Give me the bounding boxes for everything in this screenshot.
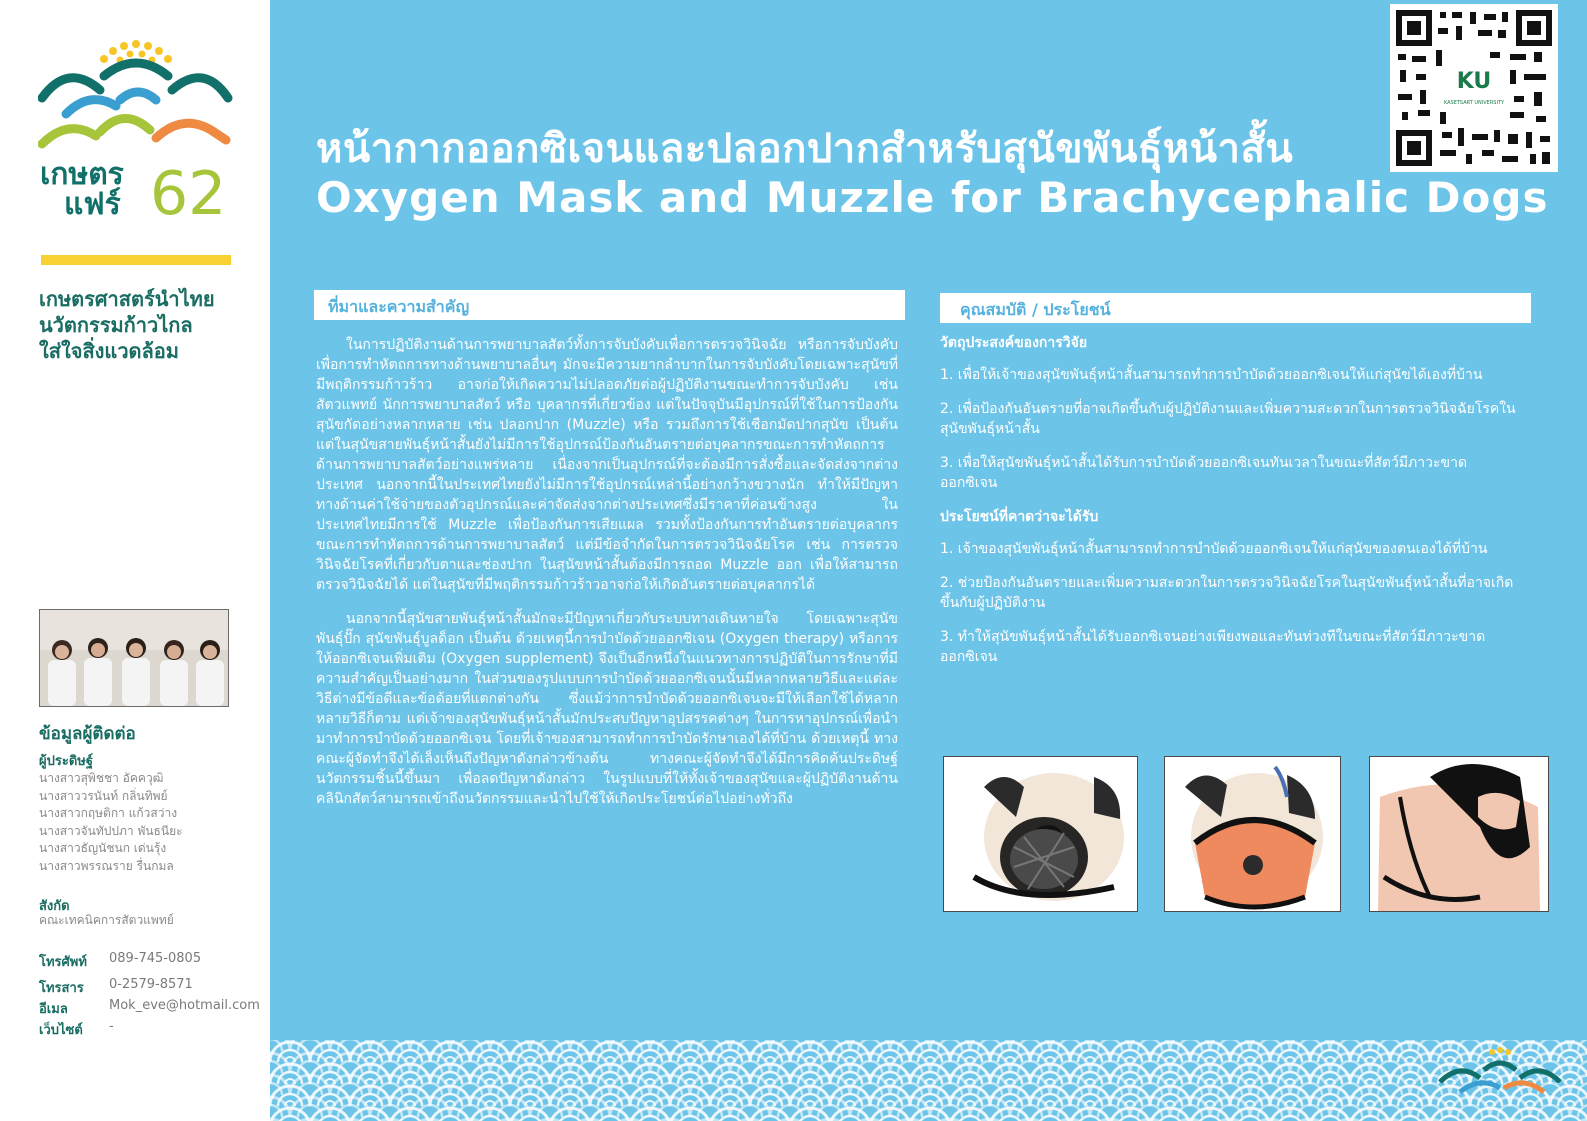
objectives-title: วัตถุประสงค์ของการวิจัย <box>940 335 1088 351</box>
svg-text:แฟร์: แฟร์ <box>64 187 121 222</box>
slogan-line: เกษตรศาสตร์นำไทย <box>39 287 215 311</box>
yellow-divider <box>41 255 231 265</box>
svg-text:62: 62 <box>150 159 227 226</box>
slogan-line: นวัตกรรมก้าวไกล <box>39 313 193 337</box>
objective-item: 1. เพื่อให้เจ้าของสุนัขพันธุ์หน้าสั้นสามารถทำการบำบัดด้วยออกซิเจนให้แก่สุนัขได้เองที่บ้าน <box>940 367 1483 383</box>
affiliation-label: สังกัด <box>39 899 70 914</box>
website-value: - <box>109 1019 114 1034</box>
inventor-name: นางสาวธัญนัชนก เด่นรุ้ง <box>39 841 167 856</box>
benefits-title: ประโยชน์ที่คาดว่าจะได้รับ <box>940 509 1099 525</box>
email-label: อีเมล <box>39 1002 68 1017</box>
oxygen-mask-photo <box>1164 756 1341 912</box>
email-value[interactable]: Mok_eve@hotmail.com <box>109 998 260 1013</box>
fax-value: 0-2579-8571 <box>109 977 193 992</box>
inventor-name: นางสาววรนันท์ กลิ่นทิพย์ <box>39 788 168 803</box>
inventor-name: นางสาวสุพิชชา อัคควุฒิ <box>39 771 164 785</box>
svg-text:KU: KU <box>1456 69 1492 94</box>
slogan <box>39 286 267 364</box>
svg-text:KASETSART UNIVERSITY: KASETSART UNIVERSITY <box>1443 100 1505 106</box>
inventors-label: ผู้ประดิษฐ์ <box>39 754 94 769</box>
main-panel <box>270 0 1587 1121</box>
background-section-heading: ที่มาและความสำคัญ <box>314 290 905 320</box>
objective-item: 3. เพื่อให้สุนัขพันธุ์หน้าสั้นได้รับการบำบัดด้วยออกซิเจนทันเวลาในขณะที่สัตว์มีภาวะขาดออกซิเจน <box>940 455 1468 491</box>
inventor-name: นางสาวพรรณราย รื่นกมล <box>39 858 174 873</box>
website-label: เว็บไซต์ <box>39 1023 83 1038</box>
inventors-list <box>39 770 183 876</box>
inventor-name: นางสาวกฤษติกา แก้วสว่าง <box>39 806 178 821</box>
qr-code-icon[interactable] <box>1390 4 1558 172</box>
slogan-line: ใส่ใจสิ่งแวดล้อม <box>39 339 179 363</box>
inventor-name: นางสาวจันทัปปภา พันธนียะ <box>39 823 183 838</box>
benefit-item: 2. ช่วยป้องกันอันตรายและเพิ่มความสะดวกในการตรวจวินิจฉัยโรคในสุนัขพันธุ์หน้าสั้นที่อาจเกิดขึ้นกับผู้ปฏิบัติงาน <box>940 575 1514 611</box>
kaset-fair-logo <box>38 36 234 226</box>
paragraph: ในการปฏิบัติงานด้านการพยาบาลสัตว์ทั้งการจับบังคับเพื่อการตรวจวินิจฉัย หรือการจับบังคับเพื่อการทำหัตถการทางด้านพยาบาลอื่นๆ มักจะมีความยากลำบากในการจับบังคับโดยเฉพาะสุนัขที่มีพฤติกรรมก้าวร้าว อาจก่อให้เกิดความไม่ปลอดภัยต่อผู้ปฏิบัติงานขณะทำการจับบังคับ เช่น สัตวแพทย์ นักการพยาบาลสัตว์ หรือ บุคลากรที่เกี่ยวข้อง แต่ในปัจจุบันมีอุปกรณ์ที่ใช้ในการป้องกันสุนัขกัดอย่างหลากหลาย เช่น ปลอกปาก (Muzzle) หรือ รวมถึงการใช้เชือกมัดปากสุนัข เป็นต้น แต่ในสุนัขสายพันธุ์หน้าสั้นยังไม่มีการใช้อุปกรณ์ป้องกันอันตรายต่อบุคลากรขณะการทำหัตถการด้านการพยาบาลสัตว์อย่างแพร่หลาย เนื่องจากเป็นอุปกรณ์ที่จะต้องมีการสั่งซื้อและจัดส่งจากต่างประเทศ นอกจากนี้ในประเทศไทยยังไม่มีการใช้อุปกรณ์เหล่านี้อย่างกว้างขวางนัก ทำให้มีปัญหาทางด้านค่าใช้จ่ายของตัวอุปกรณ์และค่าจัดส่งจากต่างประเทศซึ่งมีราคาที่ค่อนข้างสูง ในประเทศไทยมีการใช้ Muzzle เพื่อป้องกันการเสียแผล รวมทั้งป้องกันการทำอันตรายต่อบุคลากรขณะการทำหัตถการด้านการพยาบาลสัตว์ แต่มีข้อจำกัดในการตรวจวินิจฉัยโรค เช่น การตรวจวินิจฉัยโรคที่เกี่ยวกับตาและช่องปาก ในสุนัขหน้าสั้นต้องมีการถอด Muzzle ออก เพื่อให้สามารถตรวจวินิจฉัยได้ แต่ในสุนัขที่มีพฤติกรรมก้าวร้าวอาจก่อให้เกิดอันตรายต่อบุคลากรได้ <box>316 337 898 593</box>
paragraph: นอกจากนี้สุนัขสายพันธุ์หน้าสั้นมักจะมีปัญหาเกี่ยวกับระบบทางเดินหายใจ โดยเฉพาะสุนัขพันธุ์ปั๊ก สุนัขพันธุ์บูลด็อก เป็นต้น ด้วยเหตุนี้การบำบัดด้วยออกซิเจน (Oxygen therapy) หรือการให้ออกซิเจนเพิ่มเติม (Oxygen supplement) จึงเป็นอีกหนึ่งในแนวทางการปฏิบัติในการรักษาที่มีความสำคัญเป็นอย่างมาก ในส่วนของรูปแบบการบำบัดด้วยออกซิเจนนั้นมีหลากหลายวิธีและแต่ละวิธีต่างมีข้อดีและข้อด้อยที่แตกต่างกัน ซึ่งแม้ว่าการบำบัดด้วยออกซิเจนจะมีให้เลือกใช้ได้หลากหลายวิธีก็ตาม แต่เจ้าของสุนัขพันธุ์หน้าสั้นมักประสบปัญหาอุปสรรคต่างๆ ในการหาอุปกรณ์เพื่อนำมาทำการบำบัดด้วยออกซิเจน โดยที่เจ้าของสามารถทำการบำบัดรักษาเองได้ที่บ้าน ด้วยเหตุนี้ ทางคณะผู้จัดทำจึงได้เล็งเห็นถึงปัญหาดังกล่าวข้างต้น ทางคณะผู้จัดทำจึงได้มีการคิดค้นประดิษฐ์นวัตกรรมชิ้นนี้ขึ้นมา เพื่อลดปัญหาดังกล่าว ในรูปแบบที่ให้ทั้งเจ้าของสุนัขและผู้ปฏิบัติงานด้านคลินิกสัตว์สามารถเข้าถึงนวัตกรรมและนำไปใช้ให้เกิดประโยชน์ต่อไปอย่างทั่วถึง <box>316 611 898 807</box>
mask-strap-photo <box>1369 756 1549 912</box>
phone-label: โทรศัพท์ <box>39 955 87 970</box>
affiliation-value: คณะเทคนิคการสัตวแพทย์ <box>39 913 174 927</box>
contact-title: ข้อมูลผู้ติดต่อ <box>39 724 136 744</box>
team-photo <box>39 609 229 707</box>
phone-value: 089-745-0805 <box>109 951 202 966</box>
features-section-body <box>940 333 1522 681</box>
objective-item: 2. เพื่อป้องกันอันตรายที่อาจเกิดขึ้นกับผู้ปฏิบัติงานและเพิ่มความสะดวกในการตรวจวินิจฉัยโรคในสุนัขพันธุ์หน้าสั้น <box>940 401 1516 437</box>
benefit-item: 1. เจ้าของสุนัขพันธุ์หน้าสั้นสามารถทำการบำบัดด้วยออกซิเจนให้แก่สุนัขของตนเองได้ที่บ้าน <box>940 541 1488 557</box>
sidebar <box>0 0 272 1121</box>
title-thai: หน้ากากออกซิเจนและปลอกปากสำหรับสุนัขพันธุ์หน้าสั้น <box>316 126 1294 172</box>
background-section-body <box>316 335 898 823</box>
benefit-item: 3. ทำให้สุนัขพันธุ์หน้าสั้นได้รับออกซิเจนอย่างเพียงพอและทันท่วงทีในขณะที่สัตว์มีภาวะขาดออกซิเจน <box>940 629 1486 665</box>
fax-label: โทรสาร <box>39 981 84 996</box>
title-english: Oxygen Mask and Muzzle for Brachycephalic Dogs <box>316 173 1549 222</box>
wave-pattern-decoration <box>270 1040 1587 1121</box>
features-section-heading: คุณสมบัติ / ประโยชน์ <box>940 293 1531 323</box>
muzzle-photo <box>943 756 1138 912</box>
svg-text:เกษตร: เกษตร <box>40 157 124 192</box>
